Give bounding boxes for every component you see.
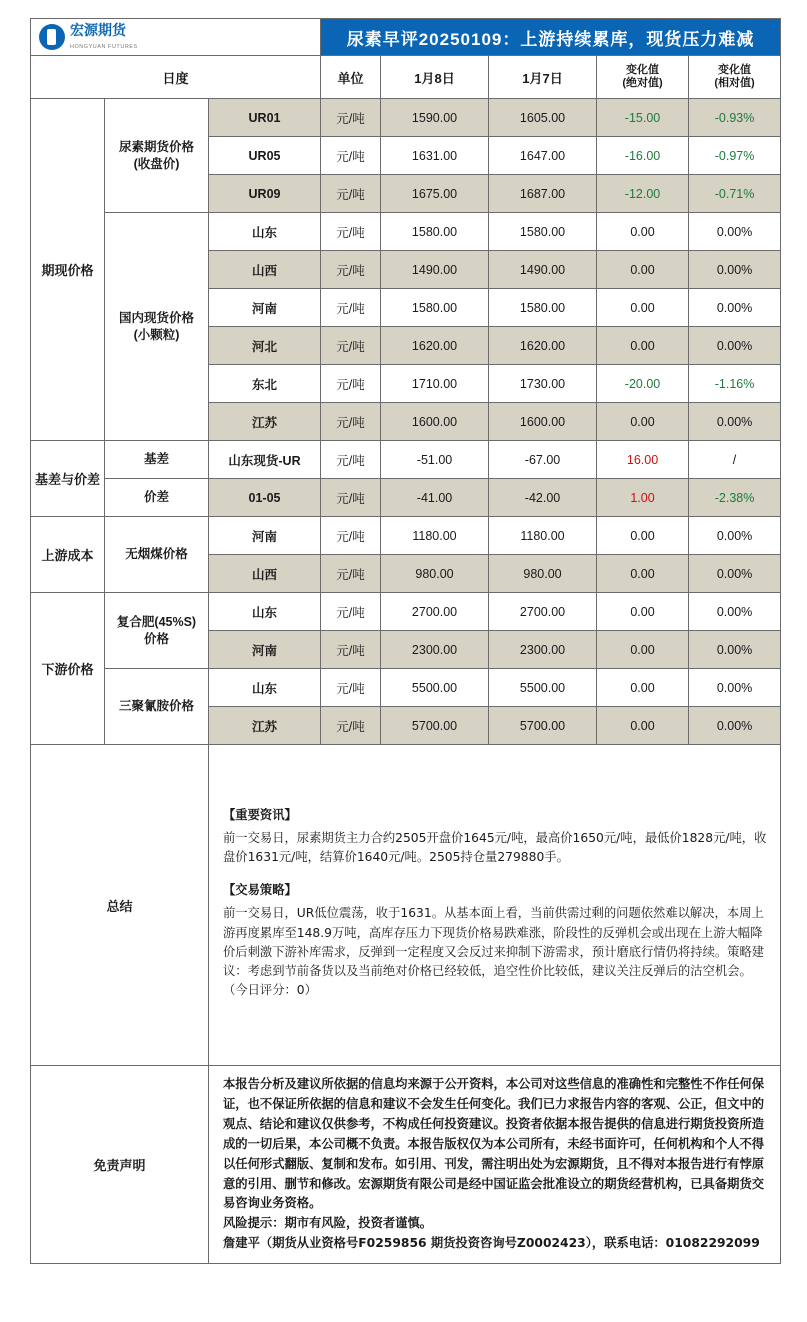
row-label: 山东 — [209, 213, 321, 251]
row-value-date2: 1580.00 — [489, 213, 597, 251]
row-label: 01-05 — [209, 479, 321, 517]
row-unit: 元/吨 — [321, 365, 381, 403]
row-label: 河北 — [209, 327, 321, 365]
row-value-date1: 1490.00 — [381, 251, 489, 289]
summary-content — [209, 745, 781, 1066]
row-value-date2: -67.00 — [489, 441, 597, 479]
table-row — [31, 517, 781, 555]
urea-daily-report-table — [30, 18, 781, 1264]
disclaimer-content — [209, 1066, 781, 1264]
row-value-date2: 1580.00 — [489, 289, 597, 327]
row-value-date1: 980.00 — [381, 555, 489, 593]
row-label: 河南 — [209, 631, 321, 669]
row-change-rel: 0.00% — [689, 517, 781, 555]
group-label-upstream-cost: 上游成本 — [31, 517, 105, 593]
row-value-date1: 1180.00 — [381, 517, 489, 555]
row-value-date2: 2700.00 — [489, 593, 597, 631]
row-value-date1: 1600.00 — [381, 403, 489, 441]
row-unit: 元/吨 — [321, 517, 381, 555]
row-value-date2: 980.00 — [489, 555, 597, 593]
row-change-rel: -0.71% — [689, 175, 781, 213]
disclaimer-body: 本报告分析及建议所依据的信息均来源于公开资料，本公司对这些信息的准确性和完整性不作任何保证，也不保证所依据的信息和建议不会发生任何变化。我们已力求报告内容的客观、公正，但文中的观点、结论和建议仅供参考，不构成任何投资建议。投资者依据本报告提供的信息进行期货投资所造成的一切后果，本公司概不负责。本报告版权仅为本公司所有，未经书面许可，任何机构和个人不得以任何形式翻版、复制和发布。如引用、刊发，需注明出处为宏源期货，且不得对本报告进行有悖原意的引用、删节和修改。宏源期货有限公司是经中国证监会批准设立的期货经营机构，已具备期货交易咨询业务资格。 — [223, 1077, 765, 1211]
table-row — [31, 669, 781, 707]
row-label: 山西 — [209, 251, 321, 289]
row-change-abs: 16.00 — [597, 441, 689, 479]
row-unit: 元/吨 — [321, 403, 381, 441]
row-value-date1: 2700.00 — [381, 593, 489, 631]
col-header-unit: 单位 — [321, 56, 381, 99]
row-change-rel: 0.00% — [689, 631, 781, 669]
col-header-date1: 1月8日 — [381, 56, 489, 99]
row-value-date1: -41.00 — [381, 479, 489, 517]
row-value-date1: 1631.00 — [381, 137, 489, 175]
row-value-date1: -51.00 — [381, 441, 489, 479]
row-value-date2: 5700.00 — [489, 707, 597, 745]
row-change-rel: 0.00% — [689, 707, 781, 745]
subgroup-label-futures-price: 尿素期货价格 (收盘价) — [105, 99, 209, 213]
row-value-date2: 2300.00 — [489, 631, 597, 669]
row-change-rel: -0.93% — [689, 99, 781, 137]
table-row — [31, 593, 781, 631]
row-value-date1: 1675.00 — [381, 175, 489, 213]
table-row — [31, 479, 781, 517]
row-value-date1: 1590.00 — [381, 99, 489, 137]
strategy-body: 前一交易日，UR低位震荡，收于1631。从基本面上看，当前供需过剩的问题依然难以解决，本周上游再度累库至148.9万吨，高库存压力下现货价格易跌难涨，阶段性的反弹机会或出现在上游大幅降价后刺激下游补库需求，反弹到一定程度又会反过来抑制下游需求，预计磨底行情仍将持续。策略建议：考虑到节前备货以及当前绝对价格已经较低，追空性价比较低，建议关注反弹后的沽空机会。（今日评分：0） — [223, 906, 765, 997]
row-value-date1: 5500.00 — [381, 669, 489, 707]
row-value-date2: 1605.00 — [489, 99, 597, 137]
col-header-change-abs: 变化值 (绝对值) — [597, 56, 689, 99]
row-unit: 元/吨 — [321, 289, 381, 327]
table-row — [31, 213, 781, 251]
row-change-rel: -0.97% — [689, 137, 781, 175]
row-change-abs: 0.00 — [597, 707, 689, 745]
row-value-date2: 1687.00 — [489, 175, 597, 213]
row-value-date2: 1647.00 — [489, 137, 597, 175]
report-title: 尿素早评20250109：上游持续累库，现货压力难减 — [321, 19, 781, 56]
row-unit: 元/吨 — [321, 555, 381, 593]
row-value-date1: 1620.00 — [381, 327, 489, 365]
row-change-rel: 0.00% — [689, 213, 781, 251]
row-unit: 元/吨 — [321, 251, 381, 289]
col-header-period: 日度 — [31, 56, 321, 99]
row-value-date2: 5500.00 — [489, 669, 597, 707]
row-value-date1: 1580.00 — [381, 213, 489, 251]
row-label: 山东现货-UR — [209, 441, 321, 479]
row-unit: 元/吨 — [321, 593, 381, 631]
row-value-date1: 2300.00 — [381, 631, 489, 669]
row-label: UR09 — [209, 175, 321, 213]
row-change-abs: 0.00 — [597, 213, 689, 251]
row-value-date2: 1600.00 — [489, 403, 597, 441]
group-label-futures-spot: 期现价格 — [31, 99, 105, 441]
row-change-rel: 0.00% — [689, 669, 781, 707]
row-change-rel: 0.00% — [689, 251, 781, 289]
table-row — [31, 99, 781, 137]
row-change-abs: 0.00 — [597, 517, 689, 555]
row-change-abs: 0.00 — [597, 403, 689, 441]
row-change-rel: 0.00% — [689, 403, 781, 441]
brand-logo-cell — [31, 19, 321, 56]
subgroup-label-basis: 基差 — [105, 441, 209, 479]
disclaimer-label: 免责声明 — [31, 1066, 209, 1264]
row-value-date2: -42.00 — [489, 479, 597, 517]
row-label: 江苏 — [209, 403, 321, 441]
row-label: 山东 — [209, 669, 321, 707]
row-unit: 元/吨 — [321, 175, 381, 213]
row-change-rel: -2.38% — [689, 479, 781, 517]
row-unit: 元/吨 — [321, 327, 381, 365]
row-label: 河南 — [209, 289, 321, 327]
row-label: UR01 — [209, 99, 321, 137]
row-change-abs: -12.00 — [597, 175, 689, 213]
subgroup-label-spread: 价差 — [105, 479, 209, 517]
circle-logo-icon — [39, 24, 65, 50]
row-change-abs: 0.00 — [597, 593, 689, 631]
row-value-date1: 5700.00 — [381, 707, 489, 745]
subgroup-label-melamine: 三聚氰胺价格 — [105, 669, 209, 745]
summary-label: 总结 — [31, 745, 209, 1066]
row-change-abs: 1.00 — [597, 479, 689, 517]
row-value-date2: 1490.00 — [489, 251, 597, 289]
row-unit: 元/吨 — [321, 631, 381, 669]
row-change-abs: 0.00 — [597, 669, 689, 707]
row-change-rel: / — [689, 441, 781, 479]
subgroup-label-compound-fertilizer: 复合肥(45%S) 价格 — [105, 593, 209, 669]
row-value-date2: 1620.00 — [489, 327, 597, 365]
group-label-downstream-price: 下游价格 — [31, 593, 105, 745]
risk-warning: 风险提示：期市有风险，投资者谨慎。 — [223, 1216, 433, 1231]
subgroup-label-anthracite: 无烟煤价格 — [105, 517, 209, 593]
row-label: 河南 — [209, 517, 321, 555]
group-label-basis-spread: 基差与价差 — [31, 441, 105, 517]
row-change-abs: 0.00 — [597, 631, 689, 669]
row-unit: 元/吨 — [321, 441, 381, 479]
row-unit: 元/吨 — [321, 213, 381, 251]
row-change-abs: -20.00 — [597, 365, 689, 403]
brand-name-en: HONGYUAN FUTURES — [70, 44, 138, 50]
row-value-date2: 1730.00 — [489, 365, 597, 403]
row-change-abs: -16.00 — [597, 137, 689, 175]
row-change-rel: 0.00% — [689, 327, 781, 365]
row-change-rel: 0.00% — [689, 555, 781, 593]
row-label: UR05 — [209, 137, 321, 175]
row-change-rel: -1.16% — [689, 365, 781, 403]
row-change-abs: -15.00 — [597, 99, 689, 137]
column-header-row — [31, 56, 781, 99]
contact-line: 詹建平（期货从业资格号F0259856 期货投资咨询号Z0002423），联系电话：01082292099 — [223, 1236, 760, 1251]
row-value-date1: 1580.00 — [381, 289, 489, 327]
summary-row — [31, 745, 781, 1066]
disclaimer-row — [31, 1066, 781, 1264]
news-heading: 【重要资讯】 — [223, 808, 297, 823]
table-row — [31, 441, 781, 479]
row-unit: 元/吨 — [321, 99, 381, 137]
row-value-date2: 1180.00 — [489, 517, 597, 555]
col-header-date2: 1月7日 — [489, 56, 597, 99]
row-unit: 元/吨 — [321, 669, 381, 707]
news-body: 前一交易日，尿素期货主力合约2505开盘价1645元/吨，最高价1650元/吨，最低价1828元/吨，收盘价1631元/吨，结算价1640元/吨。2505持仓量279880手。 — [223, 831, 767, 865]
row-change-rel: 0.00% — [689, 289, 781, 327]
row-unit: 元/吨 — [321, 707, 381, 745]
row-unit: 元/吨 — [321, 137, 381, 175]
row-change-abs: 0.00 — [597, 555, 689, 593]
strategy-heading: 【交易策略】 — [223, 883, 297, 898]
row-label: 山东 — [209, 593, 321, 631]
row-label: 东北 — [209, 365, 321, 403]
row-change-abs: 0.00 — [597, 289, 689, 327]
row-unit: 元/吨 — [321, 479, 381, 517]
subgroup-label-domestic-spot: 国内现货价格 (小颗粒) — [105, 213, 209, 441]
title-row — [31, 19, 781, 56]
row-value-date1: 1710.00 — [381, 365, 489, 403]
row-label: 江苏 — [209, 707, 321, 745]
brand-name-cn: 宏源期货 — [70, 21, 126, 38]
row-change-abs: 0.00 — [597, 327, 689, 365]
row-change-abs: 0.00 — [597, 251, 689, 289]
row-label: 山西 — [209, 555, 321, 593]
col-header-change-rel: 变化值 (相对值) — [689, 56, 781, 99]
row-change-rel: 0.00% — [689, 593, 781, 631]
